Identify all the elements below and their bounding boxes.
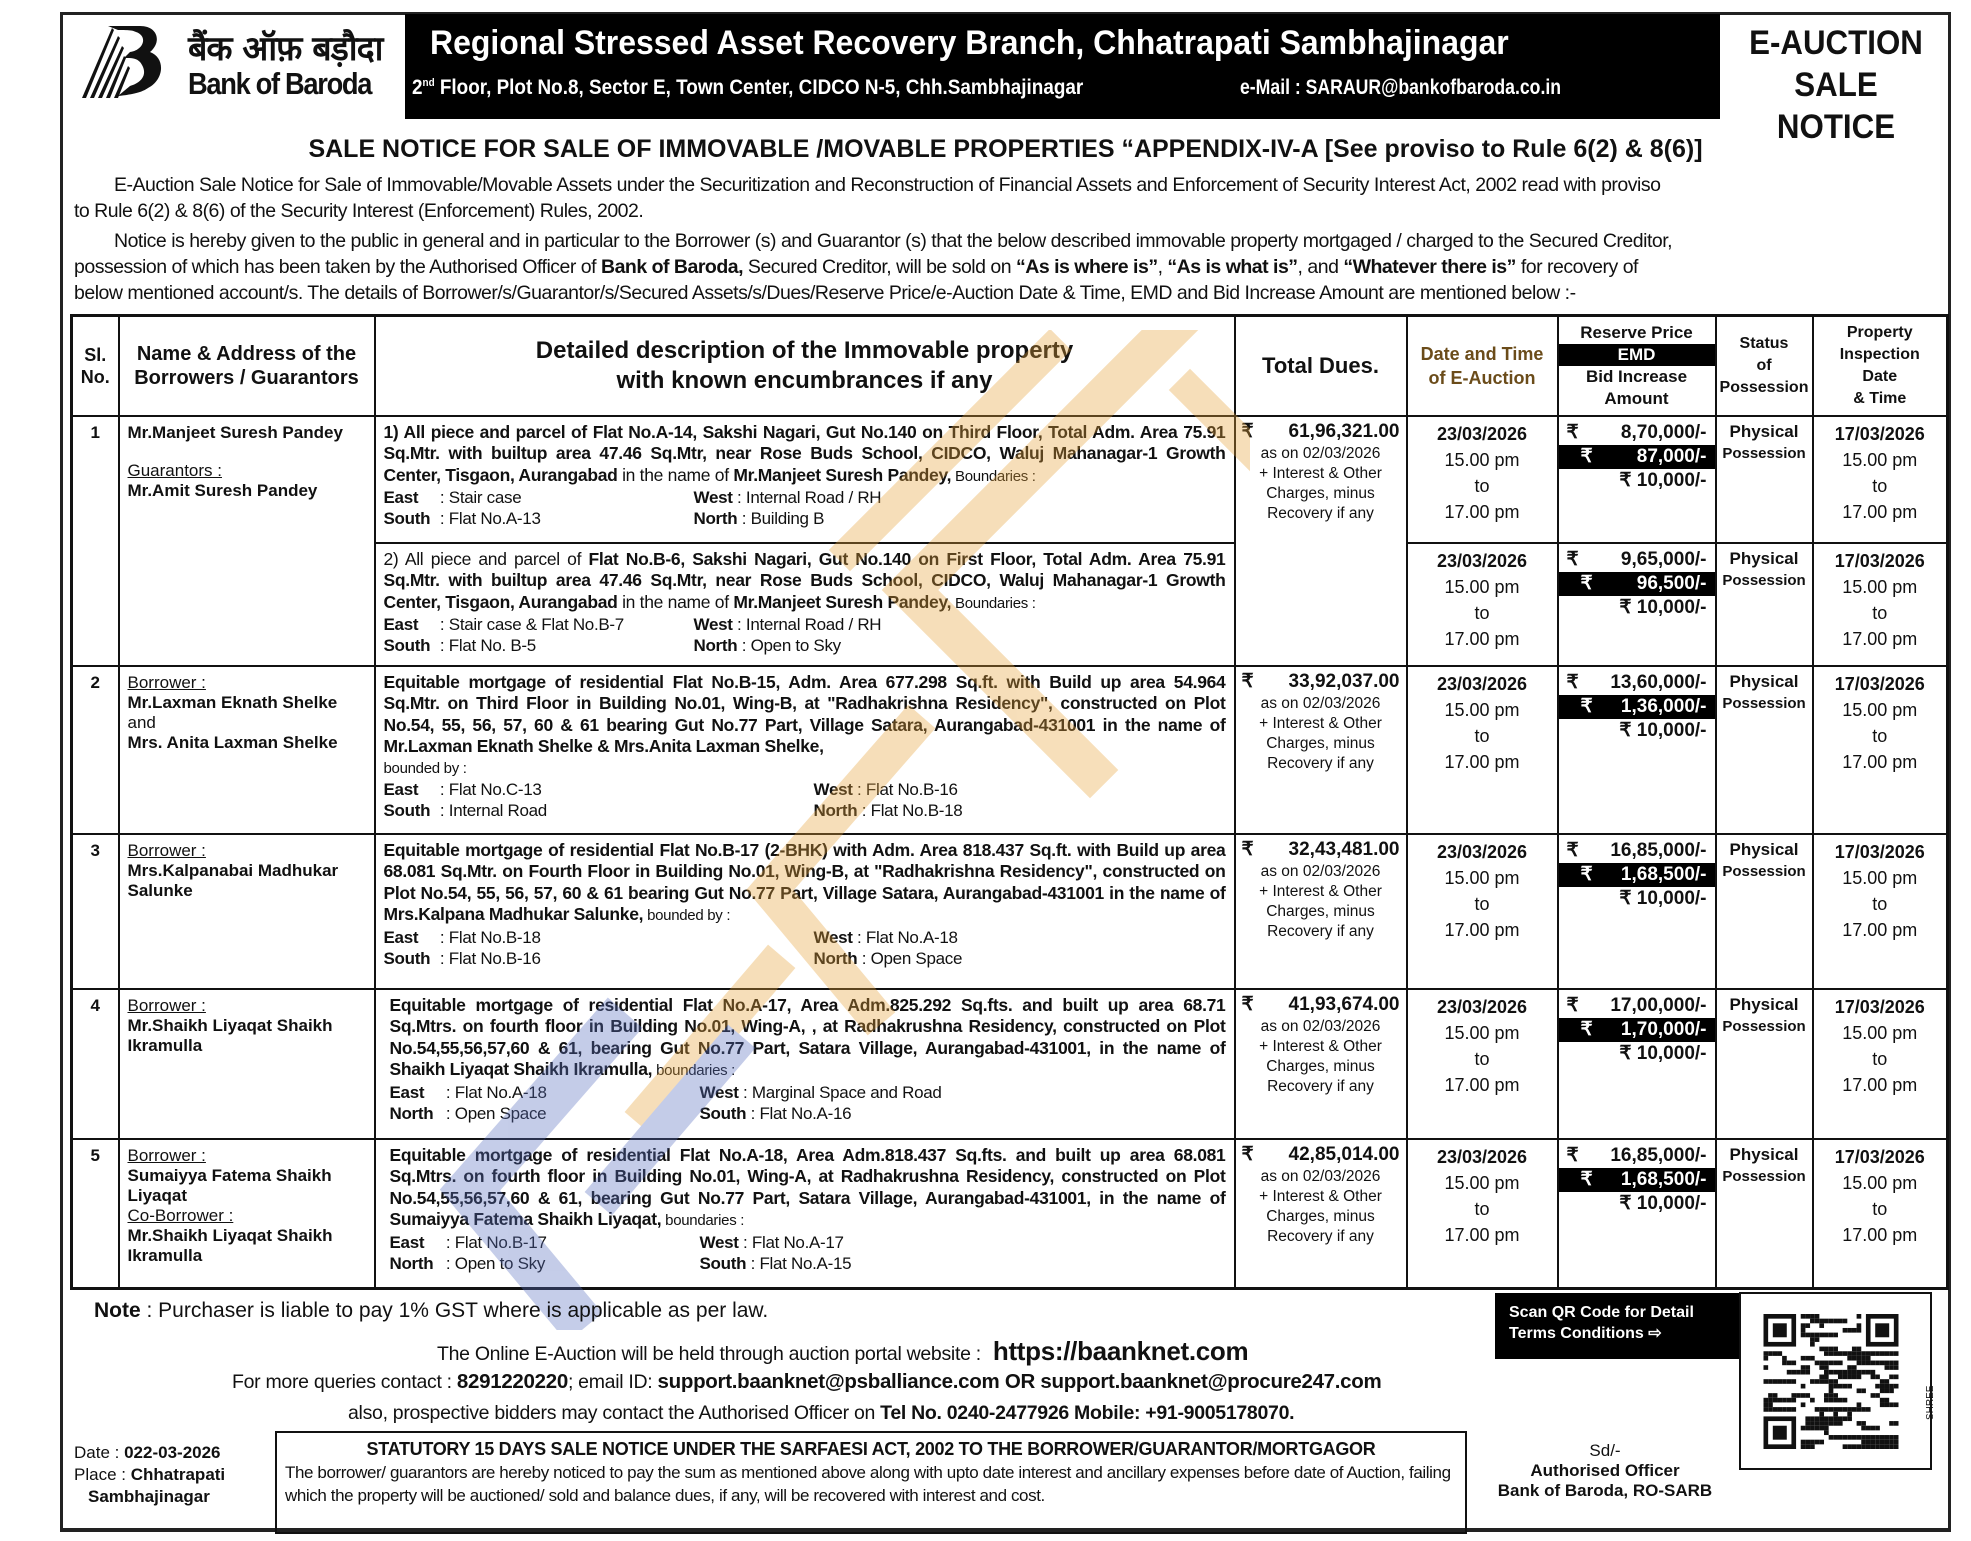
bid-increase: ₹ 10,000/-: [1619, 469, 1707, 491]
auction-date: 23/03/2026 15.00 pm to 17.00 pm: [1407, 543, 1558, 666]
borrower-cell: [119, 1139, 375, 1289]
guarantor-name: Mr.Amit Suresh Pandey: [127, 480, 318, 500]
intro-text: , and: [1297, 256, 1344, 278]
intro-paragraph-2-line-2: [74, 254, 1944, 280]
property-description: 2) All piece and parcel of Flat No.B-6, Sakshi Nagari, Gut No.140 on First Floor, Total Adm. Area 75.91 Sq.Mtr. with builtup area 47.46 Sq.Mtr, near Rose Buds School, CIDCO, Waluj Mahanagar-1 Growth Center, Tisgaon, Aurangabad in the name of Mr.Manjeet Suresh Pandey, Boundaries : East : Stair case & Flat No.B-7 West : Internal Road / RH South : Flat No. B-5 North : Open to Sky: [375, 543, 1235, 666]
intro-text: ,: [1157, 256, 1168, 278]
property-description: Equitable mortgage of residential Flat No.A-17, Area Adm.825.292 Sq.fts. and built up area 68.71 Sq.Mtrs. on fourth floor in Building No.01, Wing-A, , at Radhakrushna Residency, constructed on Plot No.54,55,56,57,60 & 61, bearing Gut No.77 Part, Satara Village, Aurangabad-431001, in the name of Shaikh Liyaqat Shaikh Ikramulla, boundaries : East : Flat No.A-18 West : Marginal Space and Road North : Open Space South : Flat No.A-16: [375, 989, 1235, 1139]
header-auction-date: Date and Time of E-Auction: [1407, 316, 1558, 416]
note-label: Note: [94, 1299, 141, 1322]
co-borrower-label: Co-Borrower :: [127, 1205, 234, 1225]
inspection-date: 17/03/2026 15.00 pm to 17.00 pm: [1813, 543, 1948, 666]
boundaries: East : Stair case West : Internal Road / RH South : Flat No.A-13 North : Building B: [383, 488, 882, 528]
total-dues: ₹ 33,92,037.00 as on 02/03/2026 + Interest & Other Charges, minus Recovery if any: [1235, 666, 1407, 834]
borrower-label: Borrower :: [127, 840, 206, 860]
qr-code-box[interactable]: [1739, 1292, 1932, 1470]
date-place-block: Date : 022-03-2026 Place : Chhatrapati Sambhajinagar: [74, 1443, 226, 1506]
officer-contact: Tel No. 0240-2477926 Mobile: +91-9005178070.: [880, 1402, 1295, 1424]
price-cell: [1558, 1139, 1716, 1289]
header-reserve-price: Reserve Price: [1580, 322, 1693, 342]
header-property-description: Detailed description of the Immovable property with known encumbrances if any: [375, 316, 1235, 416]
boundaries: East : Flat No.A-18 West : Marginal Space and Road North : Open Space South : Flat No.A-16: [389, 1082, 942, 1123]
sl-no: 1: [72, 416, 119, 666]
signatory-title: Authorised Officer: [1530, 1461, 1680, 1480]
notice-type-title: [1731, 22, 1941, 148]
total-dues-amount: 41,93,674.00: [1288, 993, 1400, 1015]
boundaries: East : Flat No.B-18 West : Flat No.A-18 South : Flat No.B-16 North : Open Space: [383, 927, 963, 968]
reserve-price: ₹ 9,65,000/-: [1566, 548, 1707, 570]
intro-paragraph-1-line-2: to Rule 6(2) & 8(6) of the Security Interest (Enforcement) Rules, 2002.: [74, 200, 644, 222]
statutory-body: The borrower/ guarantors are hereby noticed to pay the sum as mentioned above along with upto date interest and ancillary expenses before date of Auction, failing which the property will be auctioned/ sold and balance dues, if any, will be recovered with interest and cost.: [285, 1463, 1451, 1505]
property-description: Equitable mortgage of residential Flat No.A-18, Area Adm.818.437 Sq.fts. and built up area 68.081 Sq.Mtrs. on fourth floor in Building No.01, Wing-A, at Radhakrushna Residency, constructed on Plot No.54,55,56,57,60 & 61, bearing Gut No.77 Part, Satara Village, Aurangabad-431001, in the name of Sumaiyya Fatema Shaikh Liyaqat, boundaries : East : Flat No.B-17 West : Flat No.A-17 North : Open to Sky South : Flat No.A-15: [375, 1139, 1235, 1289]
branch-address: [412, 76, 1083, 100]
borrower-cell: Borrower : Mr.Laxman Eknath Shelke and Mrs. Anita Laxman Shelke: [119, 666, 375, 834]
bid-increase: ₹ 10,000/-: [1619, 1192, 1707, 1214]
notice-type-line-1: E-AUCTION: [1749, 24, 1923, 62]
bid-increase: ₹ 10,000/-: [1619, 887, 1707, 909]
total-dues: ₹ 41,93,674.00 as on 02/03/2026 + Interest & Other Charges, minus Recovery if any: [1235, 989, 1407, 1139]
branch-title: Regional Stressed Asset Recovery Branch, Chhatrapati Sambhajinagar: [430, 24, 1509, 62]
emd-amount: ₹ 96,500/-: [1559, 572, 1715, 596]
intro-paragraph-2-line-3: below mentioned account/s. The details of Borrower/s/Guarantor/s/Secured Assets/s/Dues/Reserve Price/e-Auction Date & Time, EMD and Bid Increase Amount are mentioned below :-: [74, 282, 1576, 304]
co-borrower-name: Mrs. Anita Laxman Shelke: [127, 732, 338, 752]
notice-heading: SALE NOTICE FOR SALE OF IMMOVABLE /MOVABLE PROPERTIES “APPENDIX-IV-A [See proviso to Rule 6(2) & 8(6)]: [308, 135, 1703, 163]
inspection-date: 17/03/2026 15.00 pm to 17.00 pm: [1813, 416, 1948, 543]
property-description: Equitable mortgage of residential Flat No.B-17 (2-BHK) with Adm. Area 818.437 Sq.ft. with Build up area 68.081 Sq.Mtr. on Fourth Floor in Building No.01, Wing-B, at "Radhakrishna Residency", constructed on Plot No.54, 55, 56, 57, 60 & 61 bearing Gut No.77 Part, Village Satara, Aurangabad-431001 in the name of Mrs.Kalpana Madhukar Salunke, bounded by : East : Flat No.B-18 West : Flat No.A-18 South : Flat No.B-16 North : Open Space: [375, 834, 1235, 989]
emd-amount: ₹ 1,36,000/-: [1559, 695, 1715, 719]
header-sl-no: Sl. No.: [72, 316, 119, 416]
reserve-price: ₹ 13,60,000/-: [1566, 671, 1707, 693]
borrower-name: Mr.Laxman Eknath Shelke: [127, 692, 338, 712]
notice-place: Chhatrapati: [130, 1465, 226, 1484]
bid-increase: ₹ 10,000/-: [1619, 719, 1707, 741]
support-phone[interactable]: 8291220220: [456, 1370, 568, 1393]
intro-text: possession of which has been taken by the Authorised Officer of: [74, 256, 601, 278]
bid-increase: ₹ 10,000/-: [1619, 596, 1707, 618]
header-borrower-name: Name & Address of the Borrowers / Guarantors: [119, 316, 375, 416]
borrower-name: Mr.Manjeet Suresh Pandey: [127, 422, 343, 442]
notice-type-line-2: SALE NOTICE: [1776, 66, 1896, 146]
intro-condition-1: “As is where is”: [1016, 256, 1158, 278]
address-floor-suffix: nd: [422, 77, 435, 89]
total-dues-amount: 42,85,014.00: [1288, 1143, 1400, 1165]
branch-email: e-Mail : SARAUR@bankofbaroda.co.in: [1240, 76, 1562, 99]
emd-amount: ₹ 1,68,500/-: [1559, 1168, 1715, 1192]
header-total-dues: Total Dues.: [1235, 316, 1407, 416]
support-email-1[interactable]: support.baanknet@psballiance.com: [657, 1370, 1000, 1393]
possession-status: Physical Possession: [1716, 543, 1813, 666]
statutory-notice-box: [275, 1431, 1467, 1534]
rupee-icon: ₹: [1241, 420, 1254, 442]
support-email-2[interactable]: support.baanknet@procure247.com: [1040, 1370, 1382, 1393]
reserve-price: ₹ 8,70,000/-: [1566, 421, 1707, 443]
borrower-label: Borrower :: [127, 1145, 206, 1165]
borrower-name: Sumaiyya Fatema Shaikh Liyaqat: [127, 1165, 332, 1205]
price-cell: [1558, 666, 1716, 834]
inspection-date: 17/03/2026 15.00 pm to 17.00 pm: [1813, 834, 1948, 989]
statutory-title: STATUTORY 15 DAYS SALE NOTICE UNDER THE SARFAESI ACT, 2002 TO THE BORROWER/GUARANTOR/MORTGAGOR: [366, 1439, 1376, 1459]
sl-no: 5: [72, 1139, 119, 1289]
borrower-cell: [119, 834, 375, 989]
signatory-org: Bank of Baroda, RO-SARB: [1497, 1481, 1713, 1500]
inspection-date: 17/03/2026 15.00 pm to 17.00 pm: [1813, 989, 1948, 1139]
possession-status: Physical Possession: [1716, 416, 1813, 543]
price-cell: [1558, 416, 1716, 543]
boundaries: East : Stair case & Flat No.B-7 West : Internal Road / RH South : Flat No. B-5 North : Open to Sky: [383, 615, 882, 655]
reserve-price: ₹ 16,85,000/-: [1566, 839, 1707, 861]
header-possession-status: Status of Possession: [1716, 316, 1813, 416]
price-cell: [1558, 543, 1716, 666]
portal-url-link[interactable]: https://baanknet.com: [992, 1336, 1249, 1366]
auction-date: 23/03/2026 15.00 pm to 17.00 pm: [1407, 1139, 1558, 1289]
intro-bank-name: Bank of Baroda,: [600, 256, 744, 278]
total-dues-amount: 32,43,481.00: [1288, 838, 1400, 860]
possession-status: Physical Possession: [1716, 834, 1813, 989]
borrower-label: Borrower :: [127, 672, 206, 692]
auction-properties-table: [70, 314, 1949, 1290]
table-header-row: [72, 316, 1948, 416]
possession-status: Physical Possession: [1716, 666, 1813, 834]
total-dues-amount: 33,92,037.00: [1288, 670, 1400, 692]
price-cell: [1558, 834, 1716, 989]
reserve-price: ₹ 16,85,000/-: [1566, 1144, 1707, 1166]
co-borrower-name: Mr.Shaikh Liyaqat Shaikh Ikramulla: [127, 1225, 333, 1265]
intro-text: for recovery of: [1515, 256, 1638, 278]
reserve-price: ₹ 17,00,000/-: [1566, 994, 1707, 1016]
property-description: Equitable mortgage of residential Flat No.B-15, Adm. Area 677.298 Sq.ft. with Build up area 54.964 Sq.Mtr. on Third Floor in Building No.01, Wing-B, at "Radhakrishna Residency", constructed on Plot No.54, 55, 56, 57, 60 & 61 bearing Gut No.77 Part, Village Satara, Aurangabad-431001 in the name of Mr.Laxman Eknath Shelke & Mrs.Anita Laxman Shelke, bounded by : East : Flat No.C-13 West : Flat No.B-16 South : Internal Road North : Flat No.B-18: [375, 666, 1235, 834]
boundaries: East : Flat No.C-13 West : Flat No.B-16 South : Internal Road North : Flat No.B-18: [383, 780, 963, 820]
auction-date: 23/03/2026 15.00 pm to 17.00 pm: [1407, 416, 1558, 543]
address-floor-number: 2: [412, 76, 423, 99]
queries-line: For more queries contact : 8291220220; email ID: support.baanknet@psballiance.com OR support.baanknet@procure247.com: [232, 1370, 1382, 1393]
notice-date: 022-03-2026: [124, 1443, 221, 1462]
intro-condition-3: “Whatever there is”: [1343, 256, 1516, 278]
intro-condition-2: “As is what is”: [1167, 256, 1298, 278]
borrower-name: Mrs.Kalpanabai Madhukar Salunke: [127, 860, 339, 900]
gst-note: [94, 1299, 768, 1323]
qr-banner: Scan QR Code for Detail Terms Conditions ⇨: [1495, 1293, 1743, 1359]
header-inspection-date: Property Inspection Date & Time: [1813, 316, 1948, 416]
total-dues-amount: 61,96,321.00: [1288, 420, 1400, 442]
sl-no: 4: [72, 989, 119, 1139]
intro-paragraph-1-line-1: E-Auction Sale Notice for Sale of Immovable/Movable Assets under the Securitization and Reconstruction of Financial Assets and Enforcement of Security Interest Act, 2002 read with proviso: [114, 174, 1661, 196]
table-row: [72, 1139, 1948, 1289]
possession-status: Physical Possession: [1716, 1139, 1813, 1289]
possession-status: Physical Possession: [1716, 989, 1813, 1139]
portal-line: [437, 1336, 1248, 1367]
bank-name-hindi: बैंक ऑफ़ बड़ौदा: [188, 29, 383, 69]
header-bid-increase: Bid Increase: [1585, 366, 1688, 386]
auction-date: 23/03/2026 15.00 pm to 17.00 pm: [1407, 989, 1558, 1139]
bank-of-baroda-logo-icon: [78, 22, 166, 102]
emd-amount: ₹ 1,68,500/-: [1559, 863, 1715, 887]
borrower-cell: [119, 989, 375, 1139]
qr-code-icon[interactable]: [1763, 1314, 1899, 1449]
emd-amount: ₹ 1,70,000/-: [1559, 1018, 1715, 1042]
property-description: 1) All piece and parcel of Flat No.A-14, Sakshi Nagari, Gut No.140 on Third Floor, Total Adm. Area 75.91 Sq.Mtr. with builtup area 47.46 Sq.Mtr, near Rose Buds School, CIDCO, Waluj Mahanagar-1 Growth Center, Tisgaon, Aurangabad in the name of Mr.Manjeet Suresh Pandey, Boundaries : East : Stair case West : Internal Road / RH South : Flat No.A-13 North : Building B: [375, 416, 1235, 543]
borrower-label: Borrower :: [127, 995, 206, 1015]
publisher-mark: SHREE: [1925, 1385, 1936, 1420]
officer-contact-line: also, prospective bidders may contact the Authorised Officer on Tel No. 0240-2477926 Mobile: +91-9005178070.: [348, 1402, 1295, 1424]
total-dues: ₹ 42,85,014.00 as on 02/03/2026 + Interest & Other Charges, minus Recovery if any: [1235, 1139, 1407, 1289]
header-reserve-emd-bid: Reserve Price EMD Bid Increase Amount: [1558, 316, 1716, 416]
portal-text: The Online E-Auction will be held through auction portal website :: [437, 1343, 981, 1365]
total-dues: ₹ 61,96,321.00 as on 02/03/2026 + Interest & Other Charges, minus Recovery if any: [1235, 416, 1407, 666]
price-cell: [1558, 989, 1716, 1139]
table-row: [72, 666, 1948, 834]
sl-no: 2: [72, 666, 119, 834]
borrower-cell: [119, 416, 375, 666]
boundaries: East : Flat No.B-17 West : Flat No.A-17 North : Open to Sky South : Flat No.A-15: [389, 1232, 852, 1273]
guarantor-label: Guarantors :: [127, 460, 222, 480]
signature-block: Sd/- Authorised Officer Bank of Baroda, RO-SARB: [1497, 1441, 1713, 1500]
header-emd: EMD: [1559, 344, 1715, 366]
note-text: : Purchaser is liable to pay 1% GST where is applicable as per law.: [140, 1299, 769, 1322]
bank-name: Bank of Baroda: [188, 66, 372, 101]
bid-increase: ₹ 10,000/-: [1619, 1042, 1707, 1064]
intro-paragraph-2-line-1: Notice is hereby given to the public in general and in particular to the Borrower (s) and Guarantor (s) that the below described immovable property mortgaged / charged to the Secured Creditor,: [114, 230, 1673, 252]
inspection-date: 17/03/2026 15.00 pm to 17.00 pm: [1813, 1139, 1948, 1289]
address-text: Floor, Plot No.8, Sector E, Town Center, CIDCO N-5, Chh.Sambhajinagar: [434, 76, 1084, 99]
emd-amount: ₹ 87,000/-: [1559, 445, 1715, 469]
table-row: [72, 416, 1948, 543]
sl-no: 3: [72, 834, 119, 989]
table-row: [72, 834, 1948, 989]
intro-text: Secured Creditor, will be sold on: [743, 256, 1016, 278]
table-row: [72, 989, 1948, 1139]
borrower-name: Mr.Shaikh Liyaqat Shaikh Ikramulla: [127, 1015, 333, 1055]
right-arrow-icon: Terms Conditions ⇨: [1509, 1325, 1662, 1342]
auction-date: 23/03/2026 15.00 pm to 17.00 pm: [1407, 666, 1558, 834]
total-dues: ₹ 32,43,481.00 as on 02/03/2026 + Interest & Other Charges, minus Recovery if any: [1235, 834, 1407, 989]
inspection-date: 17/03/2026 15.00 pm to 17.00 pm: [1813, 666, 1948, 834]
auction-date: 23/03/2026 15.00 pm to 17.00 pm: [1407, 834, 1558, 989]
